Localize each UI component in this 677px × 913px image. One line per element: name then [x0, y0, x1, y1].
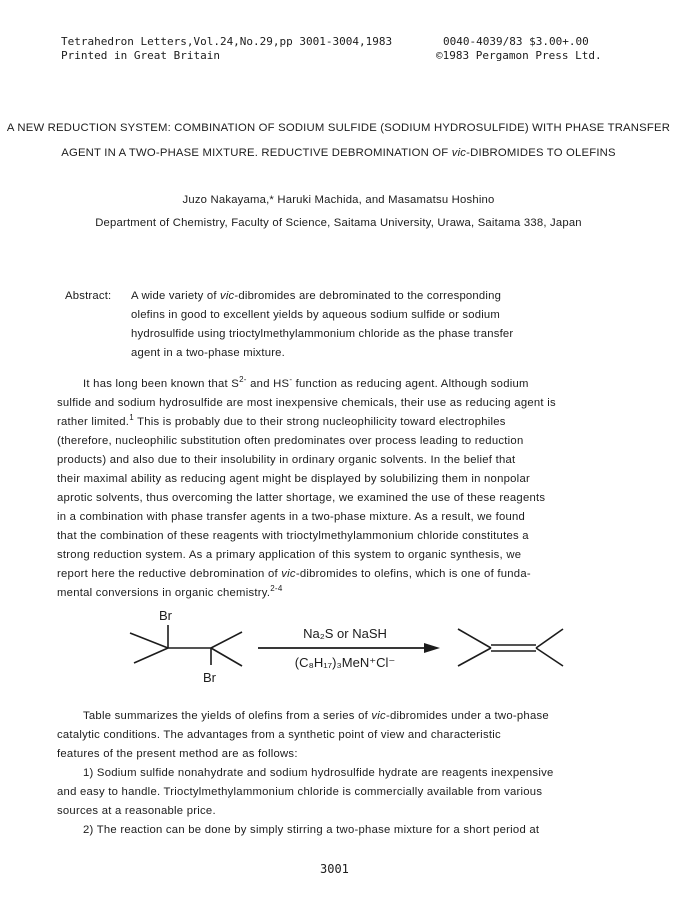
body-line	[57, 584, 283, 599]
title-line-2	[0, 147, 677, 159]
body-vic: vic	[281, 568, 296, 580]
abstract-vic: vic	[220, 290, 235, 302]
olefin-structure	[458, 629, 563, 666]
body-text: function as reducing agent. Although sodium	[292, 378, 529, 390]
title-text: AGENT IN A TWO-PHASE MIXTURE. REDUCTIVE DEBROMINATION OF	[61, 147, 452, 159]
bromine-top-label: Br	[159, 608, 172, 623]
superscript: -	[289, 375, 293, 385]
title-vic: vic	[451, 147, 467, 159]
body-line	[83, 710, 549, 722]
reaction-scheme	[0, 600, 677, 700]
body-line: sources at a reasonable price.	[57, 805, 216, 817]
reagent-top: Na₂S or NaSH	[303, 626, 387, 641]
dibromide-structure	[130, 625, 242, 666]
body-line: catalytic conditions. The advantages from a synthetic point of view and characteristic	[57, 729, 501, 741]
body-line: and easy to handle. Trioctylmethylammonium chloride is commercially available from various	[57, 786, 543, 798]
abstract-line: olefins in good to excellent yields by aqueous sodium sulfide or sodium	[131, 309, 501, 321]
body-line	[57, 413, 506, 428]
body-text: mental conversions in organic chemistry.	[57, 587, 271, 599]
title-line-1: A NEW REDUCTION SYSTEM: COMBINATION OF SODIUM SULFIDE (SODIUM HYDROSULFIDE) WITH PHASE TRANSFER	[6, 122, 671, 134]
journal-citation: Tetrahedron Letters,Vol.24,No.29,pp 3001-3004,1983	[61, 35, 393, 48]
body-line: aprotic solvents, thus overcoming the latter shortage, we examined the use of these reagents	[57, 492, 546, 504]
body-line: that the combination of these reagents with trioctylmethylammonium chloride constitutes a	[57, 530, 529, 542]
abstract-text: -dibromides are debrominated to the corresponding	[234, 290, 502, 302]
reagent-bottom: (C₈H₁₇)₃MeN⁺Cl⁻	[294, 655, 396, 670]
body-line: features of the present method are as follows:	[57, 748, 298, 760]
printed-in: Printed in Great Britain	[61, 49, 220, 62]
reference-superscript: 2-4	[270, 584, 283, 594]
bromine-bottom-label: Br	[203, 670, 216, 685]
body-line: their maximal ability as reducing agent might be displayed by solubilizing them in nonpolar	[57, 473, 530, 485]
body-text: Table summarizes the yields of olefins from a series of	[83, 710, 372, 722]
body-text: and HS	[246, 378, 290, 390]
page-number: 3001	[320, 862, 349, 876]
body-line: in a combination with phase transfer agents in a two-phase mixture. As a result, we found	[57, 511, 526, 523]
affiliation: Department of Chemistry, Faculty of Science, Saitama University, Urawa, Saitama 338, Japan	[95, 217, 582, 229]
body-text: report here the reductive debromination of	[57, 568, 282, 580]
body-text: It has long been known that S	[83, 378, 240, 390]
superscript: 2-	[239, 375, 247, 385]
list-item: 1) Sodium sulfide nonahydrate and sodium hydrosulfide hydrate are reagents inexpensive	[83, 767, 554, 779]
body-text: -dibromides to olefins, which is one of funda-	[295, 568, 531, 580]
reaction-arrow-head	[424, 643, 440, 653]
copyright-line: ©1983 Pergamon Press Ltd.	[436, 49, 602, 62]
body-line: (therefore, nucleophilic substitution often predominates over process leading to reduction	[57, 435, 524, 447]
body-vic: vic	[371, 710, 386, 722]
abstract-text: A wide variety of	[131, 290, 220, 302]
reference-superscript: 1	[129, 413, 134, 423]
body-line	[83, 375, 529, 390]
body-line: products) and also due to their insolubility in ordinary organic solvents. In the belief that	[57, 454, 516, 466]
title-text-end: -DIBROMIDES TO OLEFINS	[466, 147, 616, 159]
body-text: rather limited.	[57, 416, 130, 428]
body-line	[57, 568, 531, 580]
issn-price-code: 0040-4039/83 $3.00+.00	[443, 35, 589, 48]
list-item: 2) The reaction can be done by simply stirring a two-phase mixture for a short period at	[83, 824, 540, 836]
abstract-label: Abstract:	[65, 290, 112, 302]
abstract-line: agent in a two-phase mixture.	[131, 347, 285, 359]
body-line: sulfide and sodium hydrosulfide are most inexpensive chemicals, their use as reducing agent is	[57, 397, 556, 409]
body-line: strong reduction system. As a primary application of this system to organic synthesis, we	[57, 549, 522, 561]
body-text: This is probably due to their strong nucleophilicity toward electrophiles	[133, 416, 506, 428]
authors: Juzo Nakayama,* Haruki Machida, and Masamatsu Hoshino	[182, 194, 495, 206]
abstract-line	[131, 290, 501, 302]
abstract-line: hydrosulfide using trioctylmethylammonium chloride as the phase transfer	[131, 328, 514, 340]
body-text: -dibromides under a two-phase	[385, 710, 549, 722]
